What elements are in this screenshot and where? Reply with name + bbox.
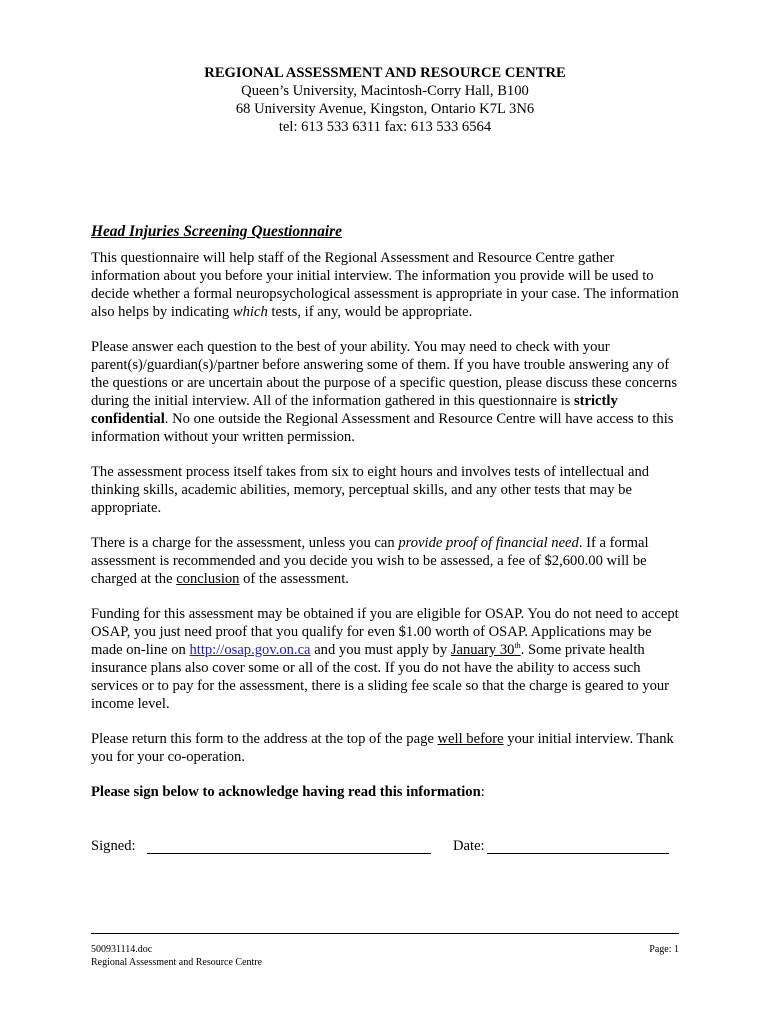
footer-filename: 500931114.doc <box>91 944 153 955</box>
footer-divider <box>91 933 679 934</box>
date-label: Date: <box>453 838 485 854</box>
text-run: of the assessment. <box>239 571 349 587</box>
text-run: Please answer each question to the best of your ability. You may need to check with your parent(s)/guardian(s)/partner before answering some of them. If you have trouble answering any of the questions or are uncertain about the purpose of a specific question, please discuss these concerns during the initial interview. All of the information gathered in this questionnaire is <box>91 339 677 409</box>
organization-name: REGIONAL ASSESSMENT AND RESOURCE CENTRE <box>204 65 566 81</box>
text-run: . Some private health insurance plans also cover some or all of the cost. If you do not have the ability to access such services or to pay for the assessment, there is a sliding fee scale so that the charge is geared to your income level. <box>91 642 670 712</box>
ordinal-suffix: th <box>514 641 521 651</box>
charge-paragraph <box>91 534 683 588</box>
underlined-text: conclusion <box>176 571 240 587</box>
underlined-text: well before <box>437 731 504 747</box>
page-number: Page: 1 <box>649 944 679 955</box>
instructions-paragraph <box>91 338 683 446</box>
address-line-1: Queen’s University, Macintosh-Corry Hall, B100 <box>241 83 529 99</box>
emphasis-text: which <box>232 304 268 320</box>
acknowledge-paragraph <box>91 783 683 801</box>
text-run: . No one outside the Regional Assessment and Resource Centre will have access to this information without your written permission. <box>91 411 674 445</box>
osap-link[interactable]: http://osap.gov.on.ca <box>189 642 311 658</box>
date-field[interactable] <box>487 853 669 854</box>
text-run: and you must apply by <box>310 642 451 658</box>
text-run: Please return this form to the address at the top of the page <box>91 731 438 747</box>
document-title: Head Injuries Screening Questionnaire <box>91 223 342 240</box>
text-run: Funding for this assessment may be obtained if you are eligible for OSAP. You do not need to accept OSAP, you just need proof that you qualify for even $1.00 worth of OSAP. Applications may be made on-line on <box>91 606 679 658</box>
address-line-2: 68 University Avenue, Kingston, Ontario K7L 3N6 <box>235 101 535 117</box>
signature-row <box>91 838 691 860</box>
text-run: There is a charge for the assessment, unless you can <box>91 535 399 551</box>
deadline-date <box>451 642 521 658</box>
page-footer <box>91 943 679 969</box>
emphasis-text: provide proof of financial need <box>398 535 579 551</box>
text-run: : <box>480 784 485 800</box>
confidential-notice: strictly confidential <box>91 393 618 427</box>
footer-organization: Regional Assessment and Resource Centre <box>91 957 263 968</box>
funding-paragraph <box>91 605 683 713</box>
contact-numbers: tel: 613 533 6311 fax: 613 533 6564 <box>278 119 492 135</box>
document-body <box>91 249 683 818</box>
signed-label: Signed: <box>91 838 136 854</box>
text-run: . If a formal assessment is recommended and you decide you wish to be assessed, a fee of $2,600.00 will be charged at the <box>91 535 649 587</box>
letterhead <box>91 64 679 136</box>
text-run: your initial interview. Thank you for your co-operation. <box>91 731 674 765</box>
acknowledge-text: Please sign below to acknowledge having read this information <box>91 784 481 800</box>
text-run: tests, if any, would be appropriate. <box>267 304 473 320</box>
intro-paragraph <box>91 249 683 321</box>
return-paragraph <box>91 730 683 766</box>
signature-field[interactable] <box>147 853 431 854</box>
assessment-process-paragraph: The assessment process itself takes from six to eight hours and involves tests of intellectual and thinking skills, academic abilities, memory, perceptual skills, and any other tests that may be appropriate. <box>91 464 650 516</box>
deadline-text: January 30 <box>450 642 515 658</box>
text-run: This questionnaire will help staff of the Regional Assessment and Resource Centre gather information about you before your initial interview. The information you provide will be used to decide whether a formal neuropsychological assessment is appropriate in your case. The information also helps by indicating <box>91 250 679 320</box>
